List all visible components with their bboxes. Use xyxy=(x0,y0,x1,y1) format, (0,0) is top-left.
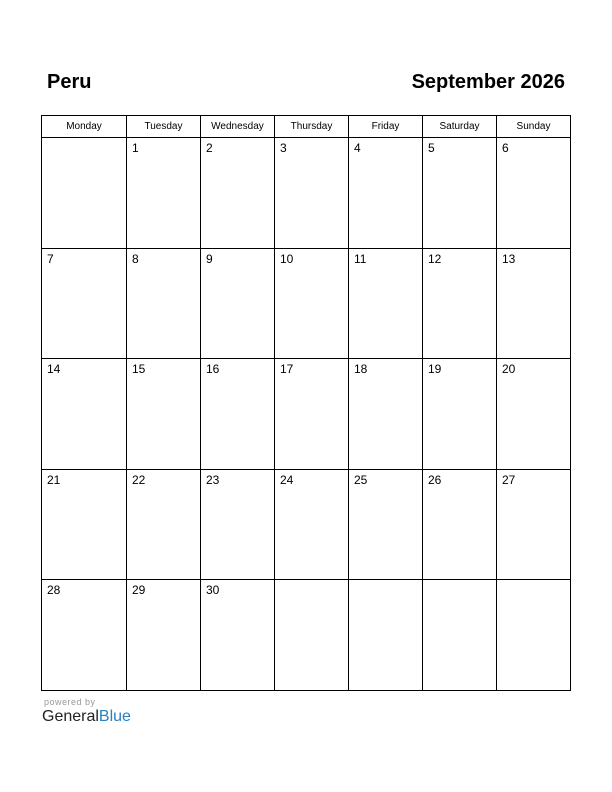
day-cell xyxy=(497,248,571,359)
day-number: 12 xyxy=(428,251,442,266)
day-number: 4 xyxy=(354,141,361,155)
day-cell xyxy=(275,359,349,470)
day-number: 21 xyxy=(47,472,61,487)
country-title: Peru xyxy=(47,71,92,93)
day-cell xyxy=(42,248,127,359)
day-number: 9 xyxy=(206,251,213,266)
day-number: 3 xyxy=(280,141,287,155)
day-cell xyxy=(275,248,349,359)
day-cell xyxy=(127,580,201,691)
day-cell xyxy=(423,469,497,580)
weekday-header-monday: Monday xyxy=(42,116,127,138)
logo-general: General xyxy=(42,708,99,725)
day-cell xyxy=(127,248,201,359)
day-number: 7 xyxy=(47,251,54,266)
weekday-header-tuesday: Tuesday xyxy=(127,116,201,138)
week-row xyxy=(42,469,571,580)
day-number: 27 xyxy=(502,472,516,487)
day-number: 19 xyxy=(428,362,442,377)
day-number: 14 xyxy=(47,362,61,377)
day-cell xyxy=(275,469,349,580)
day-cell xyxy=(201,138,275,249)
day-number: 17 xyxy=(280,362,294,377)
day-cell xyxy=(349,248,423,359)
day-cell xyxy=(42,359,127,470)
day-cell xyxy=(127,469,201,580)
month-year-title: September 2026 xyxy=(411,71,565,93)
powered-by-label: powered by xyxy=(44,697,96,707)
weekday-header-row xyxy=(42,116,571,138)
day-number: 11 xyxy=(354,251,367,266)
day-cell xyxy=(497,359,571,470)
day-cell xyxy=(423,359,497,470)
day-cell xyxy=(349,469,423,580)
day-cell xyxy=(349,138,423,249)
weekday-header-wednesday: Wednesday xyxy=(201,116,275,138)
day-number: 13 xyxy=(502,251,516,266)
day-cell xyxy=(349,359,423,470)
day-cell xyxy=(201,248,275,359)
weekday-header-friday: Friday xyxy=(349,116,423,138)
day-cell xyxy=(423,138,497,249)
day-cell xyxy=(275,138,349,249)
day-number: 1 xyxy=(132,141,139,155)
day-number: 22 xyxy=(132,472,146,487)
week-row xyxy=(42,138,571,249)
day-number xyxy=(423,580,496,583)
day-cell xyxy=(423,580,497,691)
week-row xyxy=(42,359,571,470)
day-number xyxy=(42,138,126,141)
day-cell xyxy=(349,580,423,691)
day-number: 29 xyxy=(132,583,146,598)
day-cell xyxy=(201,359,275,470)
day-number: 20 xyxy=(502,362,516,377)
day-cell xyxy=(497,580,571,691)
day-number xyxy=(275,580,348,583)
day-cell xyxy=(497,138,571,249)
logo-blue: Blue xyxy=(98,708,131,725)
day-number: 18 xyxy=(354,362,368,377)
day-number: 8 xyxy=(132,251,139,266)
day-number: 24 xyxy=(280,472,294,487)
day-cell xyxy=(423,248,497,359)
day-cell xyxy=(127,359,201,470)
day-cell xyxy=(201,469,275,580)
day-number: 25 xyxy=(354,472,368,487)
weekday-header-thursday: Thursday xyxy=(275,116,349,138)
day-number: 6 xyxy=(502,141,509,155)
week-row xyxy=(42,580,571,691)
day-number: 10 xyxy=(280,251,294,266)
weekday-header-saturday: Saturday xyxy=(423,116,497,138)
day-number xyxy=(497,580,570,583)
week-row xyxy=(42,248,571,359)
generalblue-logo xyxy=(42,708,131,726)
day-cell xyxy=(42,138,127,249)
day-number: 26 xyxy=(428,472,442,487)
day-cell xyxy=(275,580,349,691)
calendar-grid xyxy=(41,115,571,691)
day-cell xyxy=(497,469,571,580)
day-number: 2 xyxy=(206,141,213,155)
day-cell xyxy=(201,580,275,691)
day-number: 23 xyxy=(206,472,220,487)
day-number: 15 xyxy=(132,362,146,377)
day-number: 16 xyxy=(206,362,220,377)
day-cell xyxy=(42,580,127,691)
day-number: 28 xyxy=(47,583,61,598)
day-cell xyxy=(42,469,127,580)
day-cell xyxy=(127,138,201,249)
day-number: 30 xyxy=(206,583,220,598)
weekday-header-sunday: Sunday xyxy=(497,116,571,138)
day-number xyxy=(349,580,422,583)
day-number: 5 xyxy=(428,141,435,155)
